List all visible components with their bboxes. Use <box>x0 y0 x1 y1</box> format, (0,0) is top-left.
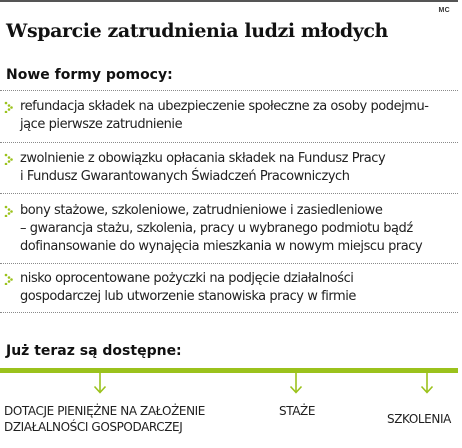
list-item-text: bony stażowe, szkoleniowe, zatrudnieniowe i zasiedleniowe – gwarancja stażu, szkolenia, pracy u wybranego podmiotu bądź dofinansowanie do wynajęcia mieszkania w nowym miejscu pracy <box>20 203 423 254</box>
chevron-dots-icon <box>4 101 14 113</box>
arrow-down-icon <box>93 373 107 394</box>
list-item-text: refundacja składek na ubezpieczenie społeczne za osoby podejmu- jące pierwsze zatrudnienie <box>20 99 429 132</box>
source-tag: MC <box>438 7 450 14</box>
chevron-dots-icon <box>4 205 14 217</box>
dotted-divider <box>0 90 458 91</box>
timeline-label-internships: STAŻE <box>279 404 316 418</box>
top-rule <box>0 0 458 2</box>
list-item-text: zwolnienie z obowiązku opłacania składek na Fundusz Pracy i Fundusz Gwarantowanych Świadczeń Pracowniczych <box>20 151 386 184</box>
dotted-divider <box>0 312 458 313</box>
arrow-down-icon <box>420 373 434 394</box>
list-item-text: nisko oprocentowane pożyczki na podjęcie działalności gospodarczej lub utworzenie stanowiska pracy w firmie <box>20 271 356 304</box>
timeline-label-trainings: SZKOLENIA <box>387 412 451 426</box>
chevron-dots-icon <box>4 153 14 165</box>
dotted-divider <box>0 263 458 264</box>
chevron-dots-icon <box>4 273 14 285</box>
arrow-down-icon <box>289 373 303 394</box>
dotted-divider <box>0 193 458 194</box>
section-heading-available: Już teraz są dostępne: <box>6 343 182 359</box>
dotted-divider <box>0 142 458 143</box>
section-heading-new-forms: Nowe formy pomocy: <box>6 67 173 83</box>
timeline-label-grants: DOTACJE PIENIĘŻNE NA ZAŁOŻENIE DZIAŁALNOŚCI GOSPODARCZEJ <box>4 404 205 434</box>
infographic-title: Wsparcie zatrudnienia ludzi młodych <box>6 20 388 42</box>
timeline-bar <box>0 368 458 373</box>
